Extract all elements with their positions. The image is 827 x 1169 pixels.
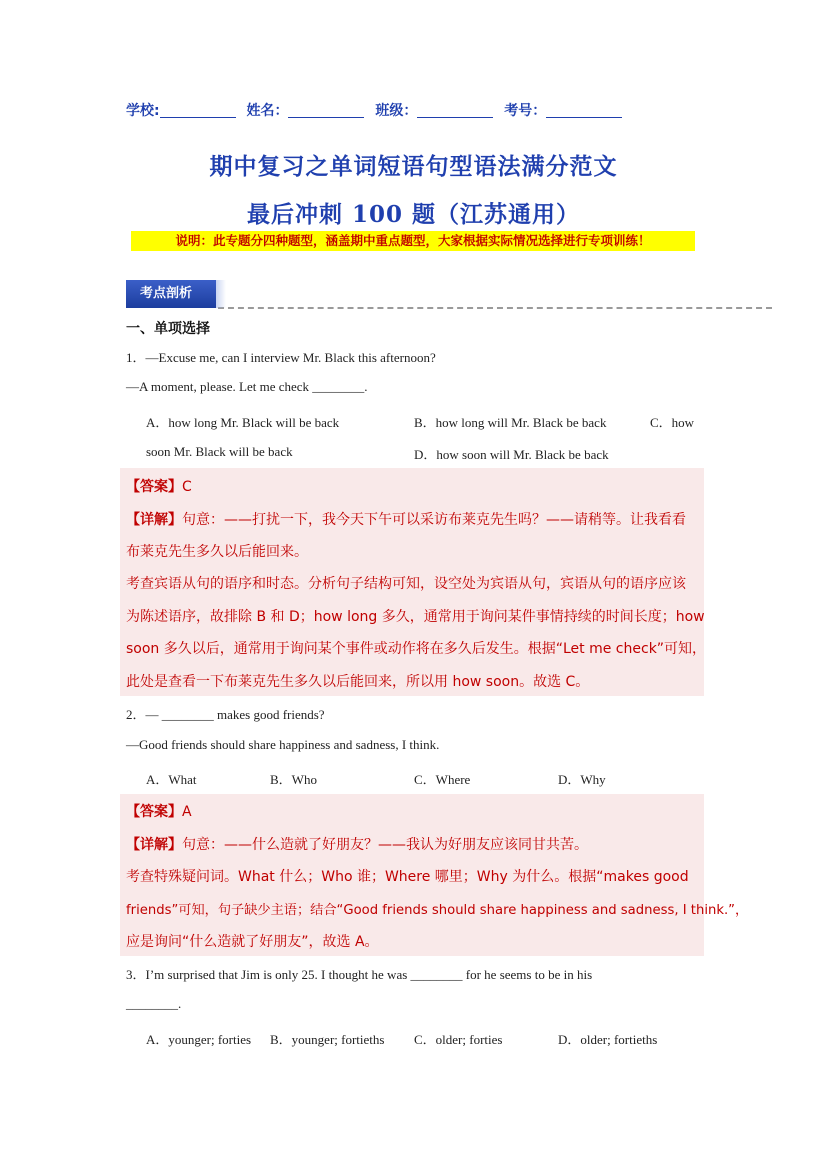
q1-option-c-cont: soon Mr. Black will be back <box>146 444 293 459</box>
q3-option-d: D．older; fortieths <box>558 1032 658 1047</box>
instruction-banner: 说明：此专题分四种题型，涵盖期中重点题型，大家根据实际情况选择进行专项训练！ <box>131 231 695 251</box>
q1-detail-text: 句意：——打扰一下，我今天下午可以采访布莱克先生吗？——请稍等。让我看看 <box>182 512 686 528</box>
q2-answer <box>126 801 192 821</box>
exam-no-label: 考号： <box>504 103 547 119</box>
section-tab: 考点剖析 <box>126 280 216 308</box>
q3-option-b: B．younger; fortieths <box>270 1032 385 1047</box>
q3-option-c: C．older; forties <box>414 1032 503 1047</box>
page-title: 期中复习之单词短语句型语法满分范文 <box>209 153 618 180</box>
section-divider <box>218 307 772 309</box>
student-info-row <box>126 100 726 120</box>
q1-explanation-line3: soon 多久以后，通常用于询问某个事件或动作将在多久后发生。根据“Let me check”可知， <box>126 641 707 657</box>
q2-answer-tag: 【答案】 <box>126 804 182 820</box>
q2-explanation-line1: 考查特殊疑问词。What 什么；Who 谁；Where 哪里；Why 为什么。根据“makes good <box>126 869 689 885</box>
q2-option-b: B．Who <box>270 772 317 787</box>
q1-explanation-line4: 此处是查看一下布莱克先生多久以后能回来，所以用 how soon。故选 C。 <box>126 674 590 690</box>
class-label: 班级： <box>375 103 418 119</box>
q2-answer-value: A <box>182 804 192 820</box>
q1-detail-tag: 【详解】 <box>126 512 182 528</box>
school-blank[interactable] <box>160 103 236 118</box>
q1-option-d: D．how soon will Mr. Black be back <box>414 447 609 462</box>
q1-answer-value: C <box>182 479 192 495</box>
q3-stem-line2: ________. <box>126 996 182 1011</box>
q1-answer-tag: 【答案】 <box>126 479 182 495</box>
name-label: 姓名： <box>246 103 289 119</box>
q1-stem-line1: 1．—Excuse me, can I interview Mr. Black this afternoon? <box>126 350 436 365</box>
q2-option-c: C．Where <box>414 772 471 787</box>
q1-explanation-line2: 为陈述语序，故排除 B 和 D；how long 多久，通常用于询问某件事情持续的时间长度；how <box>126 609 705 625</box>
q1-detail-line2: 布莱克先生多久以后能回来。 <box>126 544 308 560</box>
q2-option-a: A．What <box>146 772 197 787</box>
q1-stem-line2: —A moment, please. Let me check ________. <box>126 379 368 394</box>
q2-detail-text: 句意：——什么造就了好朋友？——我认为好朋友应该同甘共苦。 <box>182 837 588 853</box>
q1-option-b: B．how long will Mr. Black be back <box>414 415 607 430</box>
section-header <box>126 280 776 310</box>
page-subtitle: 最后冲刺 100 题（江苏通用） <box>246 201 581 228</box>
exam-no-blank[interactable] <box>546 103 622 118</box>
part-heading: 一、单项选择 <box>126 321 210 337</box>
q2-stem-line2: —Good friends should share happiness and sadness, I think. <box>126 737 440 752</box>
q2-option-d: D．Why <box>558 772 606 787</box>
name-blank[interactable] <box>288 103 364 118</box>
school-label: 学校: <box>126 103 160 119</box>
q2-explanation-line3: 应是询问“什么造就了好朋友”，故选 A。 <box>126 934 379 950</box>
q1-answer <box>126 476 192 496</box>
q1-option-a: A．how long Mr. Black will be back <box>146 415 340 430</box>
q2-detail-line1 <box>126 834 588 854</box>
q3-option-a: A．younger; forties <box>146 1032 252 1047</box>
q2-detail-tag: 【详解】 <box>126 837 182 853</box>
q2-explanation-line2: friends”可知，句子缺少主语；结合“Good friends should share happiness and sadness, I think.”， <box>126 903 749 918</box>
class-blank[interactable] <box>417 103 493 118</box>
q3-stem-line1: 3．I’m surprised that Jim is only 25. I thought he was ________ for he seems to be in his <box>126 967 593 982</box>
q1-detail-line1 <box>126 509 686 529</box>
q1-explanation-line1: 考查宾语从句的语序和时态。分析句子结构可知，设空处为宾语从句，宾语从句的语序应该 <box>126 576 686 592</box>
q1-option-c: C．how <box>650 415 695 430</box>
q2-stem-line1: 2．— ________ makes good friends? <box>126 707 325 722</box>
